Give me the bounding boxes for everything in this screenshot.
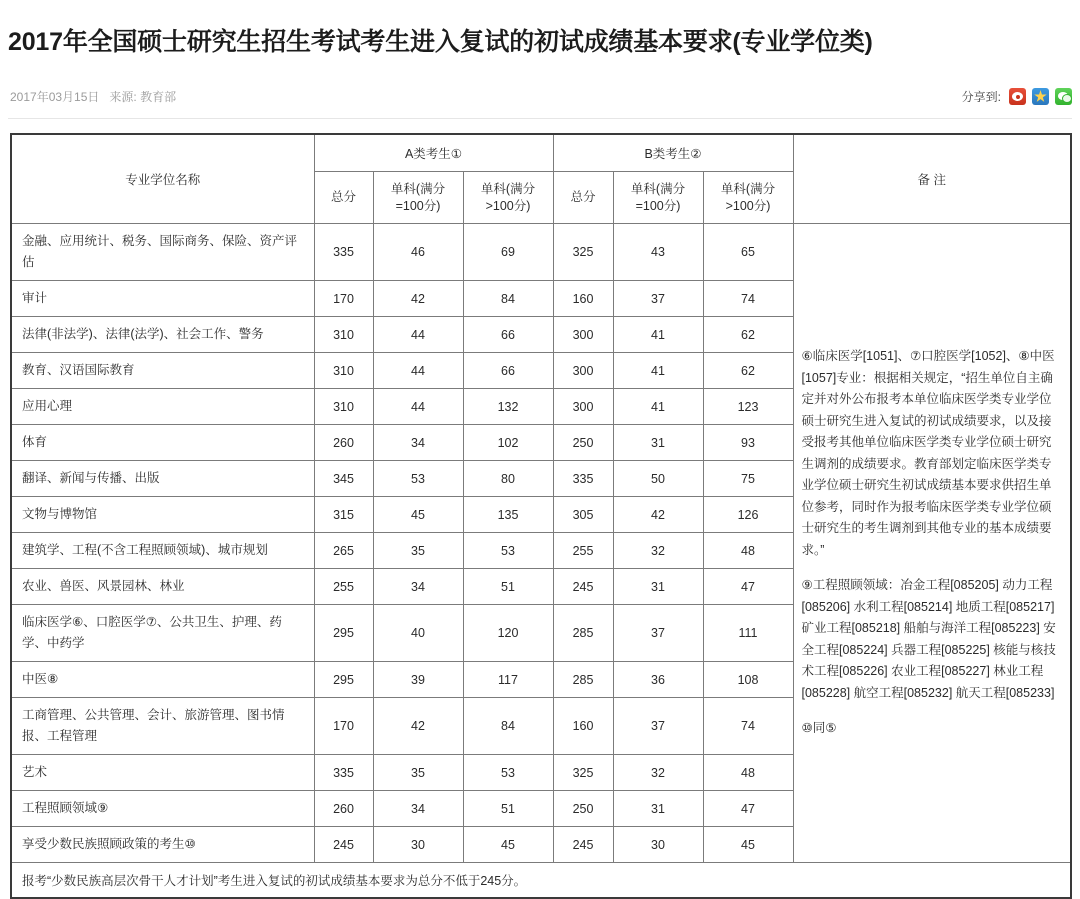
- cell-remark: [793, 224, 1071, 863]
- cell-a-single-eq: 34: [373, 791, 463, 827]
- cell-a-single-eq: 53: [373, 461, 463, 497]
- remark-spacer: [802, 704, 1063, 718]
- remark-paragraph: ⑩同⑤: [802, 718, 1063, 740]
- a-single-eq-line2: =100分): [376, 198, 461, 215]
- remark-paragraph: ⑨工程照顾领域：冶金工程[085205] 动力工程[085206] 水利工程[085214] 地质工程[085217] 矿业工程[085218] 船舶与海洋工程[085223] 安全工程[085224] 兵器工程[085225] 核能与核技术工程[085226] 农业工程[085227] 林业工程[085228] 航空工程[085232] 航天工程[085233]: [802, 575, 1063, 704]
- cell-b-single-eq: 36: [613, 662, 703, 698]
- cell-a-total: 295: [314, 605, 373, 662]
- cell-b-single-eq: 30: [613, 827, 703, 863]
- cell-b-total: 325: [553, 755, 613, 791]
- cell-major-name: 文物与博物馆: [11, 497, 314, 533]
- cell-a-single-eq: 42: [373, 281, 463, 317]
- weibo-icon[interactable]: [1009, 88, 1026, 105]
- cell-a-single-eq: 35: [373, 533, 463, 569]
- cell-b-single-gt: 47: [703, 791, 793, 827]
- cell-a-single-eq: 30: [373, 827, 463, 863]
- a-single-gt-line1: 单科(满分: [466, 181, 551, 198]
- cell-a-single-gt: 51: [463, 791, 553, 827]
- cell-a-single-eq: 46: [373, 224, 463, 281]
- col-header-a-total: 总分: [314, 172, 373, 224]
- cell-b-single-eq: 32: [613, 533, 703, 569]
- col-header-b-single-gt: [703, 172, 793, 224]
- cell-b-total: 285: [553, 605, 613, 662]
- cell-a-single-gt: 135: [463, 497, 553, 533]
- cell-a-single-eq: 39: [373, 662, 463, 698]
- wechat-icon[interactable]: [1055, 88, 1072, 105]
- remark-paragraph: ⑥临床医学[1051]、⑦口腔医学[1052]、⑧中医[1057]专业：根据相关规定，“招生单位自主确定并对外公布报考本单位临床医学类专业学位硕士研究生进入复试的初试成绩要求，以及接受报考其他单位临床医学类专业学位硕士研究生调剂的成绩要求。教育部划定临床医学类专业学位硕士研究生初试成绩基本要求供招生单位参考，同时作为报考临床医学类专业学位硕士研究生的考生调剂到其他专业的基本成绩要求。”: [802, 346, 1063, 561]
- cell-b-total: 285: [553, 662, 613, 698]
- cell-a-total: 260: [314, 425, 373, 461]
- table-header-row-1: [11, 134, 1071, 172]
- cell-major-name: 临床医学⑥、口腔医学⑦、公共卫生、护理、药学、中药学: [11, 605, 314, 662]
- footnote-text: 报考“少数民族高层次骨干人才计划”考生进入复试的初试成绩基本要求为总分不低于245分。: [11, 863, 1071, 899]
- share-bar: [962, 88, 1072, 105]
- cell-b-total: 300: [553, 389, 613, 425]
- cell-a-single-eq: 35: [373, 755, 463, 791]
- b-single-eq-line2: =100分): [616, 198, 701, 215]
- cell-b-total: 245: [553, 827, 613, 863]
- col-header-b-single-eq: [613, 172, 703, 224]
- page-title: 2017年全国硕士研究生招生考试考生进入复试的初试成绩基本要求(专业学位类): [0, 17, 1080, 57]
- cell-b-total: 160: [553, 281, 613, 317]
- cell-b-single-eq: 42: [613, 497, 703, 533]
- article-source: 来源: 教育部: [109, 88, 176, 105]
- cell-major-name: 体育: [11, 425, 314, 461]
- score-table-wrap: [0, 119, 1080, 899]
- cell-major-name: 工程照顾领域⑨: [11, 791, 314, 827]
- cell-b-single-eq: 43: [613, 224, 703, 281]
- cell-b-total: 300: [553, 317, 613, 353]
- cell-b-total: 335: [553, 461, 613, 497]
- cell-a-total: 335: [314, 755, 373, 791]
- cell-b-single-gt: 75: [703, 461, 793, 497]
- b-single-eq-line1: 单科(满分: [616, 181, 701, 198]
- cell-a-total: 310: [314, 317, 373, 353]
- cell-b-single-eq: 37: [613, 605, 703, 662]
- col-header-b-total: 总分: [553, 172, 613, 224]
- cell-b-total: 250: [553, 791, 613, 827]
- cell-a-single-gt: 84: [463, 281, 553, 317]
- cell-b-single-gt: 62: [703, 317, 793, 353]
- col-header-group-b: B类考生②: [553, 134, 793, 172]
- cell-a-total: 255: [314, 569, 373, 605]
- table-row: [11, 224, 1071, 281]
- cell-a-total: 260: [314, 791, 373, 827]
- share-label: 分享到:: [962, 88, 1001, 105]
- col-header-remark: 备 注: [793, 134, 1071, 224]
- cell-b-total: 160: [553, 698, 613, 755]
- remark-spacer: [802, 561, 1063, 575]
- publish-date: 2017年03月15日: [10, 88, 99, 105]
- cell-b-total: 255: [553, 533, 613, 569]
- cell-a-single-eq: 44: [373, 389, 463, 425]
- cell-major-name: 应用心理: [11, 389, 314, 425]
- cell-b-total: 245: [553, 569, 613, 605]
- col-header-major-name: 专业学位名称: [11, 134, 314, 224]
- cell-major-name: 法律(非法学)、法律(法学)、社会工作、警务: [11, 317, 314, 353]
- cell-major-name: 建筑学、工程(不含工程照顾领域)、城市规划: [11, 533, 314, 569]
- cell-a-single-gt: 117: [463, 662, 553, 698]
- cell-b-single-gt: 123: [703, 389, 793, 425]
- cell-major-name: 享受少数民族照顾政策的考生⑩: [11, 827, 314, 863]
- page-root: [0, 17, 1080, 792]
- cell-b-single-gt: 126: [703, 497, 793, 533]
- cell-b-single-eq: 32: [613, 755, 703, 791]
- cell-a-single-eq: 44: [373, 317, 463, 353]
- cell-major-name: 农业、兽医、风景园林、林业: [11, 569, 314, 605]
- score-requirements-table: [10, 133, 1072, 899]
- cell-b-single-eq: 41: [613, 317, 703, 353]
- b-single-gt-line2: >100分): [706, 198, 791, 215]
- cell-a-single-eq: 34: [373, 425, 463, 461]
- cell-b-single-gt: 74: [703, 281, 793, 317]
- cell-a-single-gt: 53: [463, 533, 553, 569]
- article-meta: [10, 88, 176, 105]
- table-footnote-row: [11, 863, 1071, 899]
- cell-a-single-gt: 120: [463, 605, 553, 662]
- a-single-eq-line1: 单科(满分: [376, 181, 461, 198]
- cell-major-name: 工商管理、公共管理、会计、旅游管理、图书情报、工程管理: [11, 698, 314, 755]
- meta-bar: [0, 74, 1080, 108]
- cell-b-single-gt: 111: [703, 605, 793, 662]
- cell-b-single-gt: 62: [703, 353, 793, 389]
- cell-a-total: 170: [314, 281, 373, 317]
- cell-b-total: 250: [553, 425, 613, 461]
- col-header-group-a: A类考生①: [314, 134, 553, 172]
- cell-b-single-eq: 31: [613, 425, 703, 461]
- table-head: [11, 134, 1071, 224]
- cell-major-name: 翻译、新闻与传播、出版: [11, 461, 314, 497]
- cell-a-total: 310: [314, 389, 373, 425]
- cell-b-single-eq: 50: [613, 461, 703, 497]
- col-header-a-single-eq: [373, 172, 463, 224]
- cell-major-name: 中医⑧: [11, 662, 314, 698]
- cell-major-name: 审计: [11, 281, 314, 317]
- b-single-gt-line1: 单科(满分: [706, 181, 791, 198]
- cell-b-single-gt: 48: [703, 755, 793, 791]
- cell-a-single-gt: 45: [463, 827, 553, 863]
- cell-a-total: 265: [314, 533, 373, 569]
- cell-b-single-gt: 47: [703, 569, 793, 605]
- cell-b-total: 300: [553, 353, 613, 389]
- cell-b-total: 325: [553, 224, 613, 281]
- cell-b-single-gt: 65: [703, 224, 793, 281]
- a-single-gt-line2: >100分): [466, 198, 551, 215]
- cell-a-total: 335: [314, 224, 373, 281]
- cell-a-single-eq: 40: [373, 605, 463, 662]
- cell-b-single-eq: 41: [613, 353, 703, 389]
- cell-b-total: 305: [553, 497, 613, 533]
- cell-a-single-gt: 84: [463, 698, 553, 755]
- cell-b-single-gt: 48: [703, 533, 793, 569]
- cell-b-single-eq: 37: [613, 698, 703, 755]
- cell-a-single-gt: 66: [463, 353, 553, 389]
- cell-a-single-eq: 45: [373, 497, 463, 533]
- cell-major-name: 教育、汉语国际教育: [11, 353, 314, 389]
- cell-a-single-eq: 44: [373, 353, 463, 389]
- cell-a-single-gt: 66: [463, 317, 553, 353]
- cell-a-single-gt: 132: [463, 389, 553, 425]
- cell-a-single-eq: 42: [373, 698, 463, 755]
- cell-major-name: 金融、应用统计、税务、国际商务、保险、资产评估: [11, 224, 314, 281]
- cell-a-single-gt: 69: [463, 224, 553, 281]
- cell-b-single-gt: 45: [703, 827, 793, 863]
- cell-a-total: 295: [314, 662, 373, 698]
- col-header-a-single-gt: [463, 172, 553, 224]
- cell-a-single-gt: 51: [463, 569, 553, 605]
- star-glyph: [1034, 90, 1047, 103]
- cell-a-single-gt: 80: [463, 461, 553, 497]
- cell-b-single-eq: 37: [613, 281, 703, 317]
- cell-a-total: 345: [314, 461, 373, 497]
- cell-a-single-eq: 34: [373, 569, 463, 605]
- cell-a-single-gt: 102: [463, 425, 553, 461]
- cell-b-single-eq: 31: [613, 791, 703, 827]
- cell-b-single-gt: 93: [703, 425, 793, 461]
- cell-a-total: 315: [314, 497, 373, 533]
- cell-b-single-eq: 41: [613, 389, 703, 425]
- cell-major-name: 艺术: [11, 755, 314, 791]
- cell-a-total: 245: [314, 827, 373, 863]
- cell-b-single-gt: 74: [703, 698, 793, 755]
- cell-b-single-eq: 31: [613, 569, 703, 605]
- cell-b-single-gt: 108: [703, 662, 793, 698]
- cell-a-single-gt: 53: [463, 755, 553, 791]
- table-body: [11, 224, 1071, 899]
- qzone-icon[interactable]: [1032, 88, 1049, 105]
- cell-a-total: 310: [314, 353, 373, 389]
- cell-a-total: 170: [314, 698, 373, 755]
